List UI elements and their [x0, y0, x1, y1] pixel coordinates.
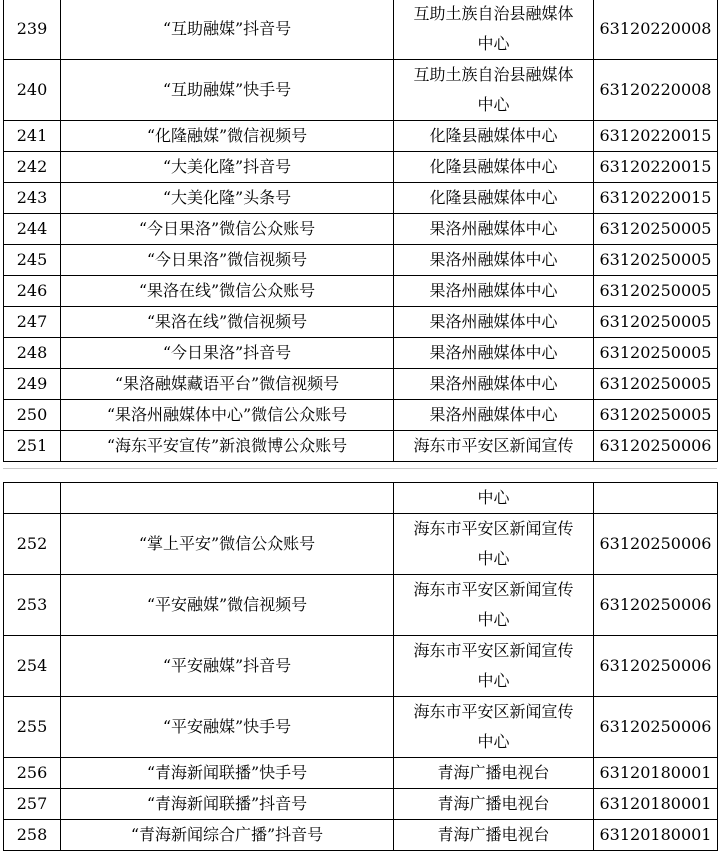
account-name-cell	[61, 183, 394, 214]
license-code-cell	[594, 636, 718, 697]
license-code-cell	[594, 758, 718, 789]
organization-line-2: 中心	[477, 732, 510, 751]
organization-line-1: 果洛州融媒体中心	[429, 250, 558, 269]
organization-cell	[394, 575, 594, 636]
license-code-cell	[594, 152, 718, 183]
table-row	[4, 276, 718, 307]
license-code: 63120180001	[599, 794, 712, 813]
table-row	[4, 338, 718, 369]
organization-line-1: 互助土族自治县融媒体	[413, 4, 574, 23]
license-code-cell	[594, 245, 718, 276]
license-code-cell	[594, 789, 718, 820]
table-row	[4, 245, 718, 276]
license-code: 63120250006	[599, 595, 712, 614]
table-row	[4, 483, 718, 514]
account-name: “化隆融媒”微信视频号	[146, 126, 308, 145]
row-number-cell	[4, 245, 61, 276]
row-number: 243	[16, 188, 48, 207]
row-number: 239	[16, 19, 48, 38]
organization-cell	[394, 307, 594, 338]
table-row	[4, 820, 718, 851]
organization-cell	[394, 483, 594, 514]
organization-cell	[394, 789, 594, 820]
row-number-cell	[4, 514, 61, 575]
account-name-cell	[61, 338, 394, 369]
organization-line-2: 中心	[477, 549, 510, 568]
row-number: 247	[16, 312, 48, 331]
account-name-cell	[61, 245, 394, 276]
organization-cell	[394, 60, 594, 121]
organization-line-1: 海东市平安区新闻宣传	[413, 580, 574, 599]
row-number: 242	[16, 157, 48, 176]
license-code: 63120250005	[599, 374, 712, 393]
account-name-cell	[61, 369, 394, 400]
organization-line-1: 果洛州融媒体中心	[429, 281, 558, 300]
account-name-cell	[61, 789, 394, 820]
license-code: 63120180001	[599, 763, 712, 782]
license-code: 63120250005	[599, 281, 712, 300]
organization-cell	[394, 636, 594, 697]
row-number: 246	[16, 281, 48, 300]
row-number: 250	[16, 405, 48, 424]
organization-line-1: 果洛州融媒体中心	[429, 219, 558, 238]
row-number-cell	[4, 60, 61, 121]
account-name: “果洛在线”微信公众账号	[138, 281, 316, 300]
row-number-cell	[4, 697, 61, 758]
row-number-cell	[4, 758, 61, 789]
license-code-cell	[594, 369, 718, 400]
account-name-cell	[61, 575, 394, 636]
license-code-cell	[594, 276, 718, 307]
license-code-cell	[594, 514, 718, 575]
row-number-cell	[4, 152, 61, 183]
account-name: “今日果洛”抖音号	[162, 343, 292, 362]
account-name: “大美化隆”头条号	[162, 188, 292, 207]
organization-cell	[394, 276, 594, 307]
account-name: “青海新闻联播”快手号	[146, 763, 308, 782]
table-row	[4, 0, 718, 60]
table-row	[4, 307, 718, 338]
license-code: 63120220015	[599, 157, 712, 176]
row-number: 258	[16, 825, 48, 844]
account-name-cell	[61, 307, 394, 338]
organization-line-2: 中心	[477, 95, 510, 114]
license-code-cell	[594, 431, 718, 462]
license-code: 63120250006	[599, 436, 712, 455]
row-number: 255	[16, 717, 48, 736]
organization-line-2: 中心	[477, 671, 510, 690]
account-name: “今日果洛”微信视频号	[146, 250, 308, 269]
account-name-cell	[61, 400, 394, 431]
license-code: 63120250006	[599, 534, 712, 553]
row-number: 252	[16, 534, 48, 553]
license-code: 63120180001	[599, 825, 712, 844]
row-number: 240	[16, 80, 48, 99]
organization-cell	[394, 758, 594, 789]
organization-cell	[394, 431, 594, 462]
account-name: “海东平安宣传”新浪微博公众账号	[106, 436, 348, 455]
account-name: “互助融媒”快手号	[162, 80, 292, 99]
row-number-cell	[4, 183, 61, 214]
organization-line-1: 海东市平安区新闻宣传	[413, 436, 574, 455]
row-number: 257	[16, 794, 48, 813]
row-number-cell	[4, 820, 61, 851]
account-name-cell	[61, 0, 394, 60]
row-number-cell	[4, 400, 61, 431]
account-name: “青海新闻联播”抖音号	[146, 794, 308, 813]
account-name: “掌上平安”微信公众账号	[138, 534, 316, 553]
table-row	[4, 789, 718, 820]
license-code-cell	[594, 60, 718, 121]
organization-cell	[394, 369, 594, 400]
organization-cell	[394, 214, 594, 245]
row-number-cell	[4, 369, 61, 400]
account-name-cell	[61, 276, 394, 307]
license-code-cell	[594, 214, 718, 245]
organization-line-2: 中心	[477, 34, 510, 53]
license-code: 63120250006	[599, 717, 712, 736]
table-row	[4, 758, 718, 789]
table-row	[4, 400, 718, 431]
organization-cell	[394, 245, 594, 276]
account-name-cell	[61, 60, 394, 121]
page-break-line	[3, 468, 717, 469]
row-number: 244	[16, 219, 48, 238]
table-row	[4, 697, 718, 758]
license-code: 63120220008	[599, 19, 712, 38]
account-name-cell	[61, 820, 394, 851]
account-name: “平安融媒”微信视频号	[146, 595, 308, 614]
table-row	[4, 369, 718, 400]
account-name: “果洛在线”微信视频号	[146, 312, 308, 331]
row-number-cell	[4, 0, 61, 60]
license-code-cell	[594, 483, 718, 514]
license-code: 63120220015	[599, 188, 712, 207]
organization-line-1: 海东市平安区新闻宣传	[413, 702, 574, 721]
table-row	[4, 636, 718, 697]
license-code: 63120250005	[599, 312, 712, 331]
account-name: “青海新闻综合广播”抖音号	[130, 825, 324, 844]
account-name-cell	[61, 121, 394, 152]
row-number-cell	[4, 307, 61, 338]
account-name-cell	[61, 152, 394, 183]
row-number-cell	[4, 431, 61, 462]
license-code: 63120250005	[599, 343, 712, 362]
license-code-cell	[594, 338, 718, 369]
organization-cell	[394, 400, 594, 431]
license-code-cell	[594, 820, 718, 851]
organization-cell	[394, 183, 594, 214]
table-row	[4, 214, 718, 245]
table-row	[4, 575, 718, 636]
account-name: “果洛融媒藏语平台”微信视频号	[114, 374, 340, 393]
account-name-cell	[61, 483, 394, 514]
license-code: 63120250005	[599, 405, 712, 424]
row-number-cell	[4, 214, 61, 245]
row-number-cell	[4, 276, 61, 307]
row-number-cell	[4, 636, 61, 697]
license-code: 63120250005	[599, 219, 712, 238]
row-number: 251	[16, 436, 48, 455]
organization-line-1: 果洛州融媒体中心	[429, 343, 558, 362]
license-code-cell	[594, 0, 718, 60]
account-name-cell	[61, 758, 394, 789]
organization-line-1: 海东市平安区新闻宣传	[413, 641, 574, 660]
license-code-cell	[594, 121, 718, 152]
row-number-cell	[4, 483, 61, 514]
organization-line-1: 海东市平安区新闻宣传	[413, 519, 574, 538]
row-number: 256	[16, 763, 48, 782]
license-code: 63120220015	[599, 126, 712, 145]
organization-line-1: 中心	[477, 488, 510, 507]
row-number: 245	[16, 250, 48, 269]
license-code: 63120220008	[599, 80, 712, 99]
license-code-cell	[594, 575, 718, 636]
license-code: 63120250005	[599, 250, 712, 269]
account-name: “大美化隆”抖音号	[162, 157, 292, 176]
row-number: 254	[16, 656, 48, 675]
organization-line-1: 化隆县融媒体中心	[429, 188, 558, 207]
organization-cell	[394, 697, 594, 758]
row-number: 248	[16, 343, 48, 362]
organization-line-1: 青海广播电视台	[437, 825, 550, 844]
organization-line-1: 果洛州融媒体中心	[429, 374, 558, 393]
account-name-cell	[61, 514, 394, 575]
organization-line-1: 化隆县融媒体中心	[429, 126, 558, 145]
license-code-cell	[594, 400, 718, 431]
account-name: “平安融媒”快手号	[162, 717, 292, 736]
organization-cell	[394, 0, 594, 60]
table-row	[4, 121, 718, 152]
organization-cell	[394, 514, 594, 575]
row-number-cell	[4, 338, 61, 369]
license-code-cell	[594, 307, 718, 338]
license-code-cell	[594, 183, 718, 214]
table-row	[4, 431, 718, 462]
page-break	[0, 466, 719, 482]
row-number: 249	[16, 374, 48, 393]
account-name-cell	[61, 214, 394, 245]
organization-line-1: 青海广播电视台	[437, 794, 550, 813]
organization-line-1: 化隆县融媒体中心	[429, 157, 558, 176]
table-row	[4, 60, 718, 121]
records-table-bottom	[3, 482, 718, 851]
account-name: “果洛州融媒体中心”微信公众账号	[106, 405, 348, 424]
row-number-cell	[4, 789, 61, 820]
row-number: 241	[16, 126, 48, 145]
table-row	[4, 183, 718, 214]
organization-line-1: 果洛州融媒体中心	[429, 405, 558, 424]
account-name-cell	[61, 697, 394, 758]
organization-line-2: 中心	[477, 610, 510, 629]
organization-line-1: 青海广播电视台	[437, 763, 550, 782]
account-name-cell	[61, 636, 394, 697]
row-number-cell	[4, 575, 61, 636]
table-row	[4, 152, 718, 183]
account-name-cell	[61, 431, 394, 462]
license-code: 63120250006	[599, 656, 712, 675]
account-name: “互助融媒”抖音号	[162, 19, 292, 38]
organization-cell	[394, 121, 594, 152]
table-row	[4, 514, 718, 575]
account-name: “今日果洛”微信公众账号	[138, 219, 316, 238]
account-name: “平安融媒”抖音号	[162, 656, 292, 675]
organization-cell	[394, 820, 594, 851]
organization-line-1: 互助土族自治县融媒体	[413, 65, 574, 84]
organization-cell	[394, 152, 594, 183]
row-number-cell	[4, 121, 61, 152]
row-number: 253	[16, 595, 48, 614]
records-table-top	[3, 0, 718, 462]
organization-line-1: 果洛州融媒体中心	[429, 312, 558, 331]
license-code-cell	[594, 697, 718, 758]
organization-cell	[394, 338, 594, 369]
